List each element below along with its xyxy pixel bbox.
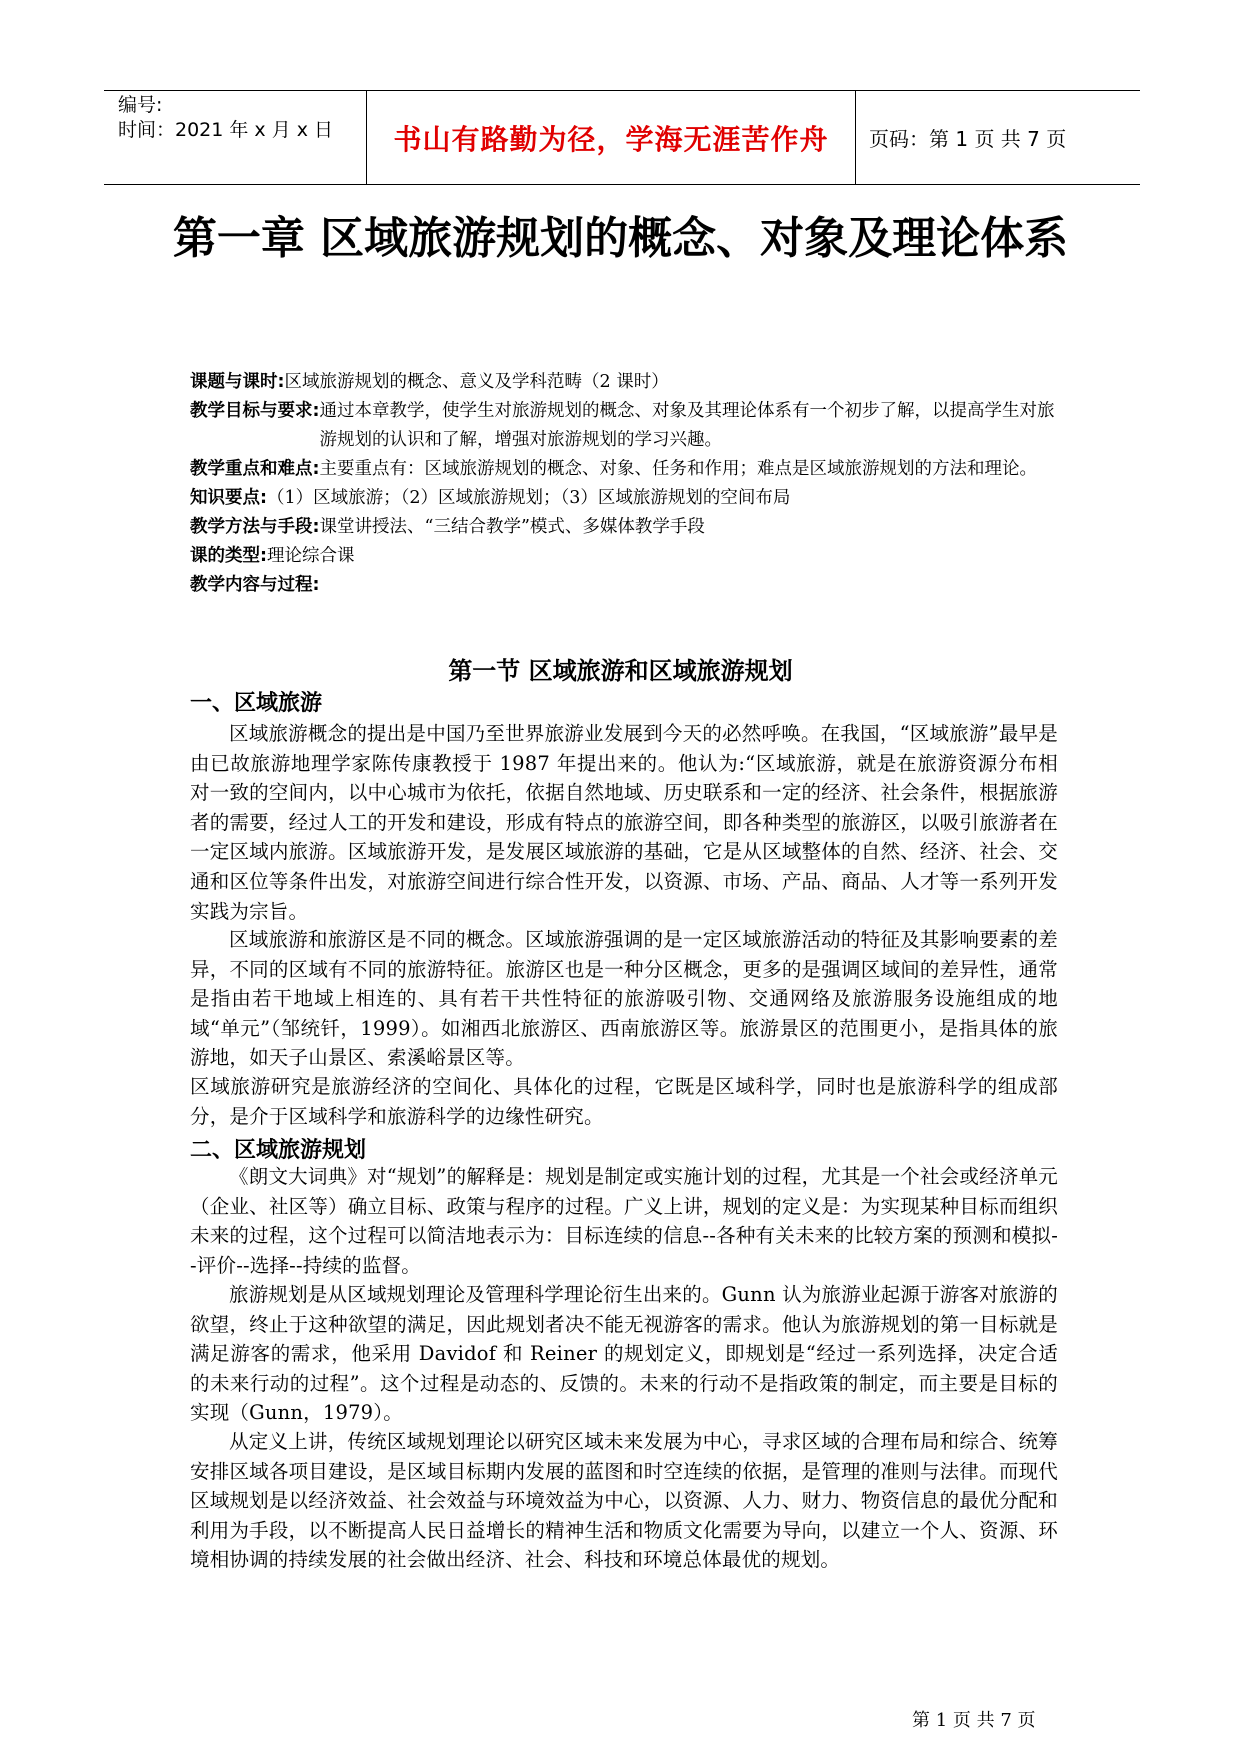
header-page-info: 页码：第 1 页 共 7 页 xyxy=(869,127,1067,151)
meta-value: （1）区域旅游；（2）区域旅游规划；（3）区域旅游规划的空间布局 xyxy=(267,488,791,508)
meta-key: 课的类型: xyxy=(190,546,267,566)
lesson-meta xyxy=(190,368,1060,600)
meta-value: 理论综合课 xyxy=(267,546,355,566)
meta-key: 教学目标与要求: xyxy=(190,401,320,421)
body-paragraph: 《朗文大词典》对“规划”的解释是：规划是制定或实施计划的过程，尤其是一个社会或经济单元（企业、社区等）确立目标、政策与程序的过程。广义上讲，规划的定义是：为实现某种目标而组织未来的过程，这个过程可以简洁地表示为：目标连续的信息--各种有关未来的比较方案的预测和模拟--评价--选择--持续的监督。 xyxy=(190,1165,1058,1277)
chapter-title: 第一章 区域旅游规划的概念、对象及理论体系 xyxy=(172,213,1069,264)
meta-row xyxy=(190,397,1060,455)
page-footer: 第 1 页 共 7 页 xyxy=(912,1710,1036,1731)
body-paragraph: 区域旅游和旅游区是不同的概念。区域旅游强调的是一定区域旅游活动的特征及其影响要素的差异，不同的区域有不同的旅游特征。旅游区也是一种分区概念，更多的是强调区域间的差异性，通常是指由若干地域上相连的、具有若干共性特征的旅游吸引物、交通网络及旅游服务设施组成的地域“单元”（邹统钎，1999）。如湘西北旅游区、西南旅游区等。旅游景区的范围更小，是指具体的旅游地，如天子山景区、索溪峪景区等。 xyxy=(190,928,1058,1070)
body-paragraph: 从定义上讲，传统区域规划理论以研究区域未来发展为中心，寻求区域的合理布局和综合、统筹安排区域各项目建设，是区域目标期内发展的蓝图和时空连续的依据，是管理的准则与法律。而现代区域规划是以经济效益、社会效益与环境效益为中心，以资源、人力、财力、物资信息的最优分配和利用为手段，以不断提高人民日益增长的精神生活和物质文化需要为导向，以建立一个人、资源、环境相协调的持续发展的社会做出经济、社会、科技和环境总体最优的规划。 xyxy=(190,1430,1058,1572)
section-title: 第一节 区域旅游和区域旅游规划 xyxy=(448,657,793,685)
header-motto-cell xyxy=(366,91,856,184)
body-paragraph: 区域旅游概念的提出是中国乃至世界旅游业发展到今天的必然呼唤。在我国，“区域旅游”最早是由已故旅游地理学家陈传康教授于 1987 年提出来的。他认为:“区域旅游，就是在旅游资源分布相对一致的空间内，以中心城市为依托，依据自然地域、历史联系和一定的经济、社会条件，根据旅游者的需要，经过人工的开发和建设，形成有特点的旅游空间，即各种类型的旅游区，以吸引旅游者在一定区域内旅游。区域旅游开发，是发展区域旅游的基础，它是从区域整体的自然、经济、社会、交通和区位等条件出发，对旅游空间进行综合性开发，以资源、市场、产品、商品、人才等一系列开发实践为宗旨。 xyxy=(190,722,1058,923)
body-paragraph: 旅游规划是从区域规划理论及管理科学理论衍生出来的。Gunn 认为旅游业起源于游客对旅游的欲望，终止于这种欲望的满足，因此规划者决不能无视游客的需求。他认为旅游规划的第一目标就是满足游客的需求，他采用 Davidof 和 Reiner 的规划定义，即规划是“经过一系列选择，决定合适的未来行动的过程”。这个过程是动态的、反馈的。未来的行动不是指政策的制定，而主要是目标的实现（Gunn，1979）。 xyxy=(190,1283,1058,1425)
body-paragraph: 区域旅游研究是旅游经济的空间化、具体化的过程，它既是区域科学，同时也是旅游科学的组成部分，是介于区域科学和旅游科学的边缘性研究。 xyxy=(190,1075,1058,1128)
meta-row xyxy=(190,542,1060,571)
meta-value: 区域旅游规划的概念、意义及学科范畴（2 课时） xyxy=(284,372,669,392)
number-label: 编号: xyxy=(118,94,163,116)
meta-row xyxy=(190,571,1060,600)
subsection-heading: 二、区域旅游规划 xyxy=(190,1138,367,1163)
meta-key: 教学方法与手段: xyxy=(190,517,320,537)
meta-value: 主要重点有：区域旅游规划的概念、对象、任务和作用；难点是区域旅游规划的方法和理论。 xyxy=(319,459,1037,479)
meta-value: 课堂讲授法、“三结合教学”模式、多媒体教学手段 xyxy=(319,517,705,537)
meta-row xyxy=(190,513,1060,542)
meta-key: 课题与课时: xyxy=(190,372,285,392)
motto: 书山有路勤为径，学海无涯苦作舟 xyxy=(393,122,829,156)
date-label: 时间：2021 年 x 月 x 日 xyxy=(118,119,334,141)
meta-row xyxy=(190,455,1060,484)
subsection-heading: 一、区域旅游 xyxy=(190,691,323,716)
meta-row xyxy=(190,368,1060,397)
header-left-cell xyxy=(104,91,366,184)
page-header xyxy=(104,90,1140,185)
meta-key: 知识要点: xyxy=(190,488,267,508)
meta-value xyxy=(320,571,1061,600)
meta-key: 教学重点和难点: xyxy=(190,459,320,479)
meta-row xyxy=(190,484,1060,513)
meta-key: 教学内容与过程: xyxy=(190,575,320,595)
meta-value: 通过本章教学，使学生对旅游规划的概念、对象及其理论体系有一个初步了解，以提高学生对旅游规划的认识和了解，增强对旅游规划的学习兴趣。 xyxy=(319,401,1055,450)
